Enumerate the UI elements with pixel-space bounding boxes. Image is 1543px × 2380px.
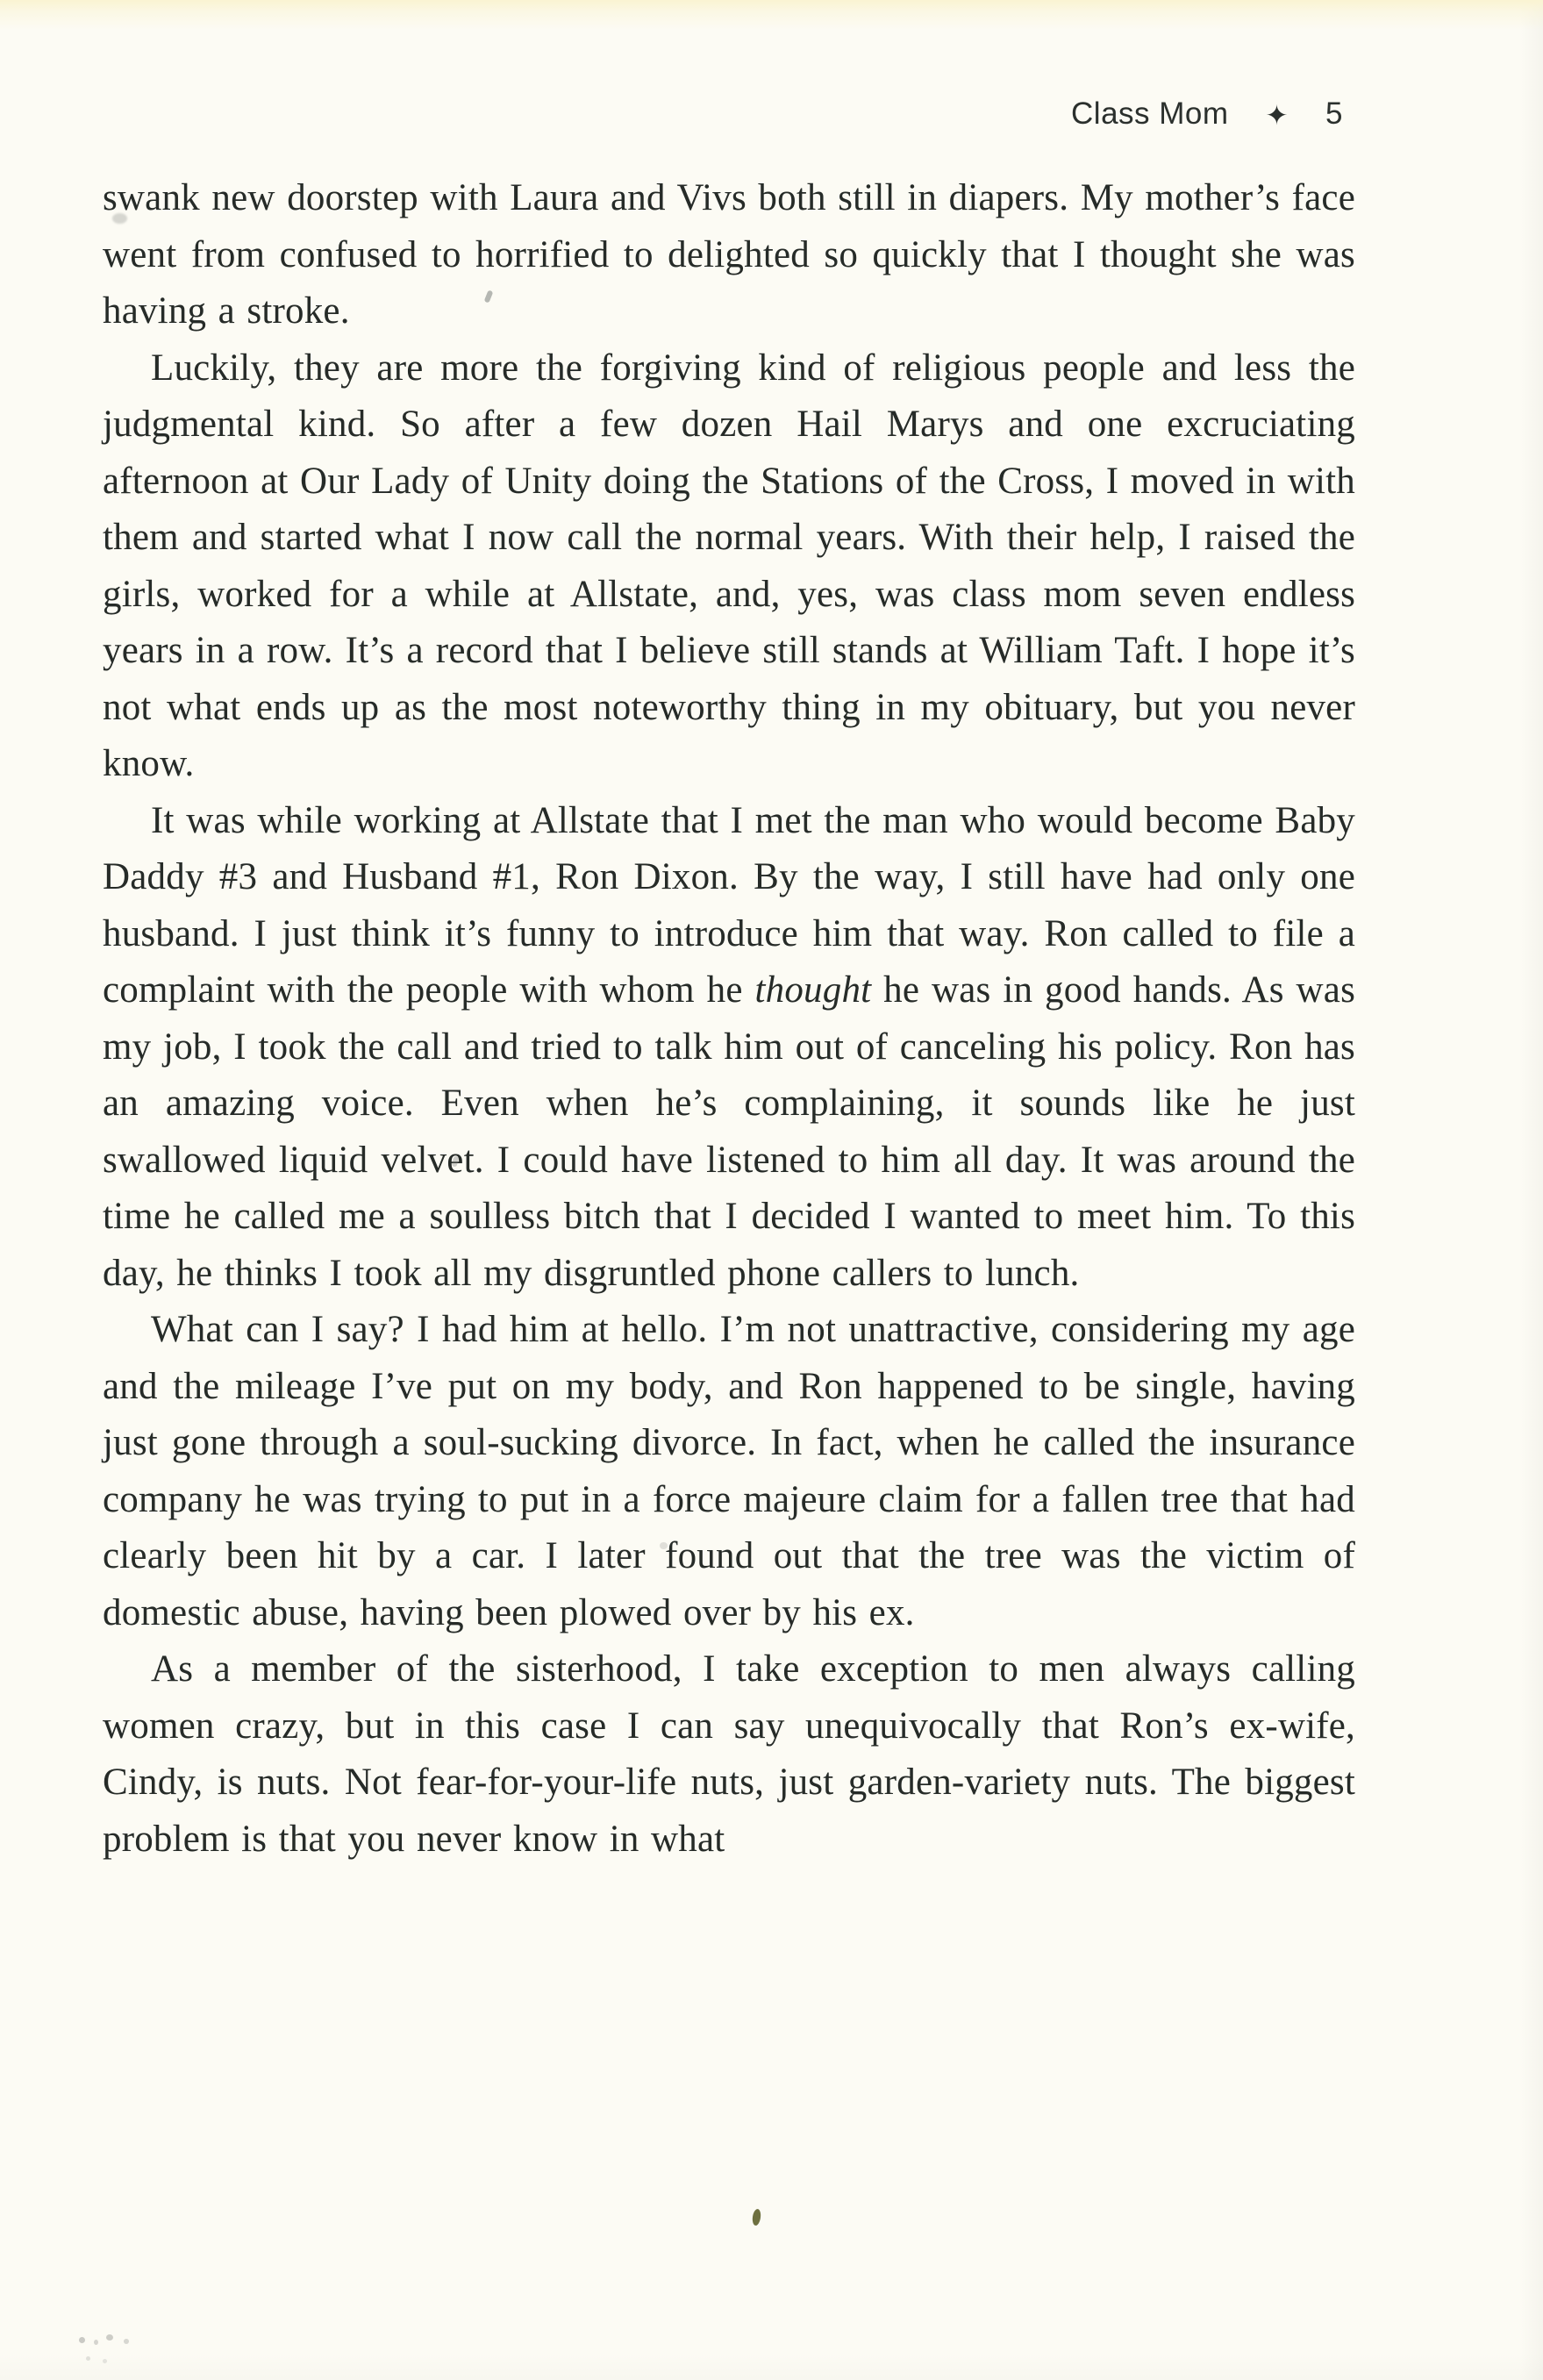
book-title: Class Mom xyxy=(1071,96,1229,131)
running-header xyxy=(103,96,1343,132)
page-number: 5 xyxy=(1325,96,1343,131)
scan-speckle xyxy=(79,2337,85,2343)
scan-speckle xyxy=(94,2340,98,2345)
paragraph xyxy=(103,793,1355,1303)
text-run: swank new doorstep with Laura and Vivs both still in diapers. My mother’s face went from confused to horrified to delighted so quickly that I thought she was having a stroke. xyxy=(103,177,1355,332)
text-run: It was while working at Allstate that I met the man who would become Baby Daddy #3 and Husband #1, Ron Dixon. By the way, I still have had only one husband. I just think it’s funny to introduce him that way. Ron called to file a complaint with the people with whom he xyxy=(103,799,1355,1011)
star-separator-icon: ✦ xyxy=(1265,99,1289,131)
paragraph xyxy=(103,340,1355,793)
scan-speckle xyxy=(106,2334,113,2341)
body-text xyxy=(103,170,1355,1868)
scan-speckle xyxy=(752,2208,762,2226)
paragraph xyxy=(103,1641,1355,1868)
paragraph xyxy=(103,170,1355,340)
text-run: What can I say? I had him at hello. I’m not unattractive, considering my age and the mileage I’ve put on my body, and Ron happened to be single, having just gone through a soul-sucking divorce. In fact, when he called the insurance company he was trying to put in a force majeure claim for a fallen tree that had clearly been hit by a car. I later found out that the tree was the victim of domestic abuse, having been plowed over by his ex. xyxy=(103,1309,1355,1633)
paragraph xyxy=(103,1302,1355,1641)
text-run: As a member of the sisterhood, I take exception to men always calling women crazy, but in this case I can say unequivocally that Ron’s ex-wife, Cindy, is nuts. Not fear-for-your-life nuts, just garden-variety nuts. The biggest problem is that you never know in what xyxy=(103,1648,1355,1860)
scan-speckle xyxy=(86,2356,90,2361)
scan-speckle xyxy=(103,2359,107,2363)
scan-speckle xyxy=(124,2339,129,2344)
text-run: he was in good hands. As was my job, I took the call and tried to talk him out of canceling his policy. Ron has an amazing voice. Even when he’s complaining, it sounds like he just swallowed liquid velvet. I could have listened to him all day. It was around the time he called me a soulless bitch that I decided I wanted to meet him. To this day, he thinks I took all my disgruntled phone callers to lunch. xyxy=(103,969,1355,1294)
text-run: Luckily, they are more the forgiving kind of religious people and less the judgmental kind. So after a few dozen Hail Marys and one excruciating afternoon at Our Lady of Unity doing the Stations of the Cross, I moved in with them and started what I now call the normal years. With their help, I raised the girls, worked for a while at Allstate, and, yes, was class mom seven endless years in a row. It’s a record that I believe still stands at William Taft. I hope it’s not what ends up as the most noteworthy thing in my obituary, but you never know. xyxy=(103,347,1355,784)
italic-text-run: thought xyxy=(754,969,872,1011)
